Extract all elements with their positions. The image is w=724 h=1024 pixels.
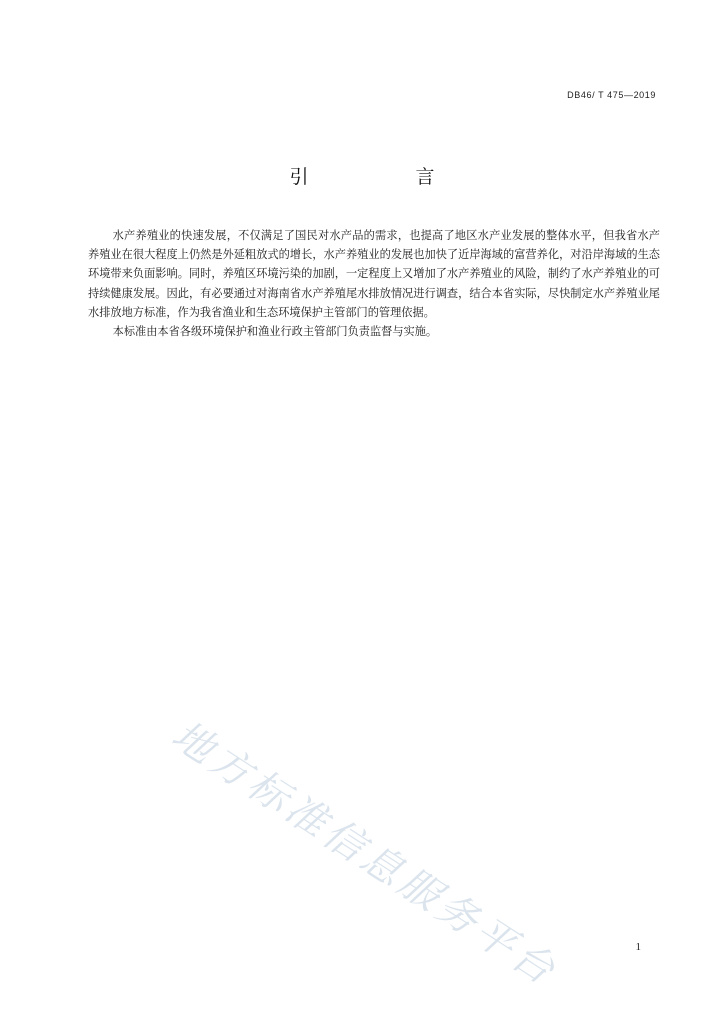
paragraph-1: 水产养殖业的快速发展，不仅满足了国民对水产品的需求，也提高了地区水产业发展的整体水平，但我省水产养殖业在很大程度上仍然是外延粗放式的增长，水产养殖业的发展也加快了近岸海域的富营养化，对沿岸海域的生态环境带来负面影响。同时，养殖区环境污染的加剧，一定程度上又增加了水产养殖业的风险，制约了水产养殖业的可持续健康发展。因此，有必要通过对海南省水产养殖尾水排放情况进行调查，结合本省实际，尽快制定水产养殖业尾水排放地方标准，作为我省渔业和生态环境保护主管部门的管理依据。 [88,229,660,319]
paragraph-2: 本标准由本省各级环境保护和渔业行政主管部门负责监督与实施。 [112,325,438,339]
watermark: 地方标准信息服务平台 [163,712,567,996]
standard-code: DB46/ T 475—2019 [567,90,656,100]
body-text [88,226,660,341]
section-title: 引 言 [289,166,479,188]
page-number: 1 [635,941,641,953]
